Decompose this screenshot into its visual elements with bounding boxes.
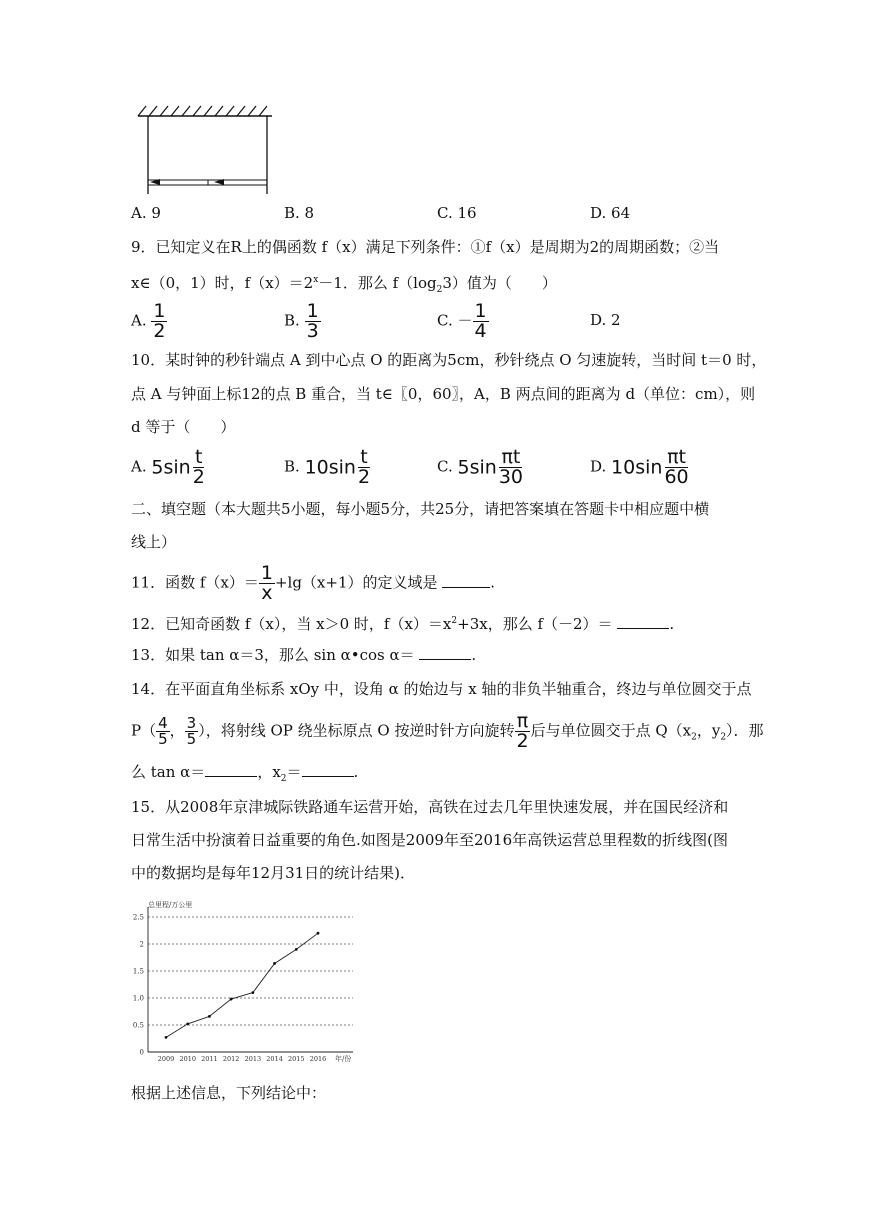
q8-option-b: B. 8	[284, 204, 315, 222]
q10-option-c: C. 5sin $\frac{\pi t}{30}$	[437, 446, 523, 488]
q9-option-d: D. 2	[590, 311, 621, 329]
q14-line2: P（ $\frac{4}{5}$ ， $\frac{3}{5}$ ），将射线 OP 绕坐标原点 O 按逆时针方向旋转 $\frac{\pi}{2}$ 后与单位圆交于点 $Q(x_2$，$y_2$）．那	[131, 710, 764, 752]
mileage-line-chart	[128, 895, 368, 1070]
q15-line2: 日常生活中扮演着日益重要的角色.如图是2009年至2016年高铁运营总里程数的折线图(图	[131, 831, 728, 849]
x-tick-label: 2010	[179, 1055, 196, 1063]
q12-answer-blank[interactable]	[617, 614, 669, 629]
q10-line3: d 等于（ ）	[131, 418, 236, 436]
y-tick-label: 0	[139, 1048, 144, 1057]
x-tick-label: 2015	[288, 1055, 305, 1063]
x-tick-label: 2014	[266, 1055, 283, 1063]
q9-option-a: A. $\frac{1}{2}$	[131, 300, 166, 342]
q14-line3: 么 tan α＝ ，$x_2=$ .	[131, 763, 359, 784]
q15-after-chart: 根据上述信息，下列结论中：	[131, 1084, 327, 1102]
q15-line1: 15．从2008年京津城际铁路通车运营开始，高铁在过去几年里快速发展，并在国民经济和	[131, 798, 729, 816]
q10-line1: 10．某时钟的秒针端点 A 到中心点 O 的距离为5cm，秒针绕点 O 匀速旋转，当时间 t＝0 时，	[131, 351, 767, 369]
data-point	[251, 991, 254, 994]
x-tick-label: 2013	[244, 1055, 262, 1063]
x-tick-label: 2011	[201, 1055, 218, 1063]
q15-line3: 中的数据均是每年12月31日的统计结果)．	[131, 864, 416, 882]
data-point	[273, 962, 276, 965]
x-axis-label: 年/份	[335, 1055, 352, 1063]
q10-option-a: A. 5sin $\frac{t}{2}$	[131, 446, 205, 488]
data-point	[295, 948, 298, 951]
x-tick-label: 2012	[222, 1055, 240, 1063]
q13: 13．如果 tan α＝3，那么 sin α•cos α＝ .	[131, 646, 477, 664]
data-point	[186, 1023, 189, 1026]
q9-line1: 9．已知定义在R上的偶函数 f（x）满足下列条件：①f（x）是周期为2的周期函数；②当	[131, 238, 720, 256]
data-point	[165, 1036, 168, 1039]
q14-x2-answer-blank[interactable]	[302, 762, 354, 777]
data-point	[208, 1015, 211, 1018]
y-tick-label: 1.5	[132, 967, 144, 976]
data-point	[317, 932, 320, 935]
x-tick-label: 2016	[309, 1055, 327, 1063]
x-tick-label: 2009	[157, 1055, 175, 1063]
q14-line1: 14．在平面直角坐标系 xOy 中，设角 α 的始边与 x 轴的非负半轴重合，终边与单位圆交于点	[131, 680, 752, 698]
y-tick-label: 1.0	[132, 994, 144, 1003]
q8-option-a: A. 9	[131, 204, 161, 222]
q11: 11．函数 f（x）＝ $\frac{1}{x}$ +lg（x+1）的定义域是 .	[131, 562, 496, 604]
q11-answer-blank[interactable]	[442, 573, 490, 588]
y-tick-label: 2	[139, 940, 144, 949]
q10-option-d: D. 10sin $\frac{\pi t}{60}$	[590, 446, 689, 488]
q9-option-b: B. $\frac{1}{3}$	[284, 300, 319, 342]
q8-option-c: C. 16	[437, 204, 477, 222]
y-tick-label: 0.5	[132, 1021, 144, 1030]
q9-line2: x∈（0，1）时，$f(x)=2^x-1$．那么 $f(\log_23)$值为（ ）	[131, 274, 557, 295]
data-point	[230, 998, 233, 1001]
q9-option-c: C. － $\frac{1}{4}$	[437, 300, 487, 342]
q10-line2: 点 A 与钟面上标12的点 B 重合，当 t∈〖0，60〗，A，B 两点间的距离为 d（单位：cm），则	[131, 385, 756, 403]
section2-line2: 线上）	[131, 533, 177, 551]
ceiling-figure	[132, 100, 277, 196]
q10-option-b: B. 10sin $\frac{t}{2}$	[284, 446, 371, 488]
q12: 12．已知奇函数 f（x），当 x＞0 时，$f(x)=x^2+3x$，那么 f（－2）＝ .	[131, 615, 675, 633]
y-axis-label: 总里程/万公里	[148, 901, 193, 909]
q13-answer-blank[interactable]	[419, 645, 471, 660]
section2-line1: 二、填空题（本大题共5小题，每小题5分，共25分，请把答案填在答题卡中相应题中横	[131, 500, 710, 518]
q8-option-d: D. 64	[590, 204, 631, 222]
q14-tan-answer-blank[interactable]	[205, 762, 257, 777]
y-tick-label: 2.5	[132, 913, 144, 922]
